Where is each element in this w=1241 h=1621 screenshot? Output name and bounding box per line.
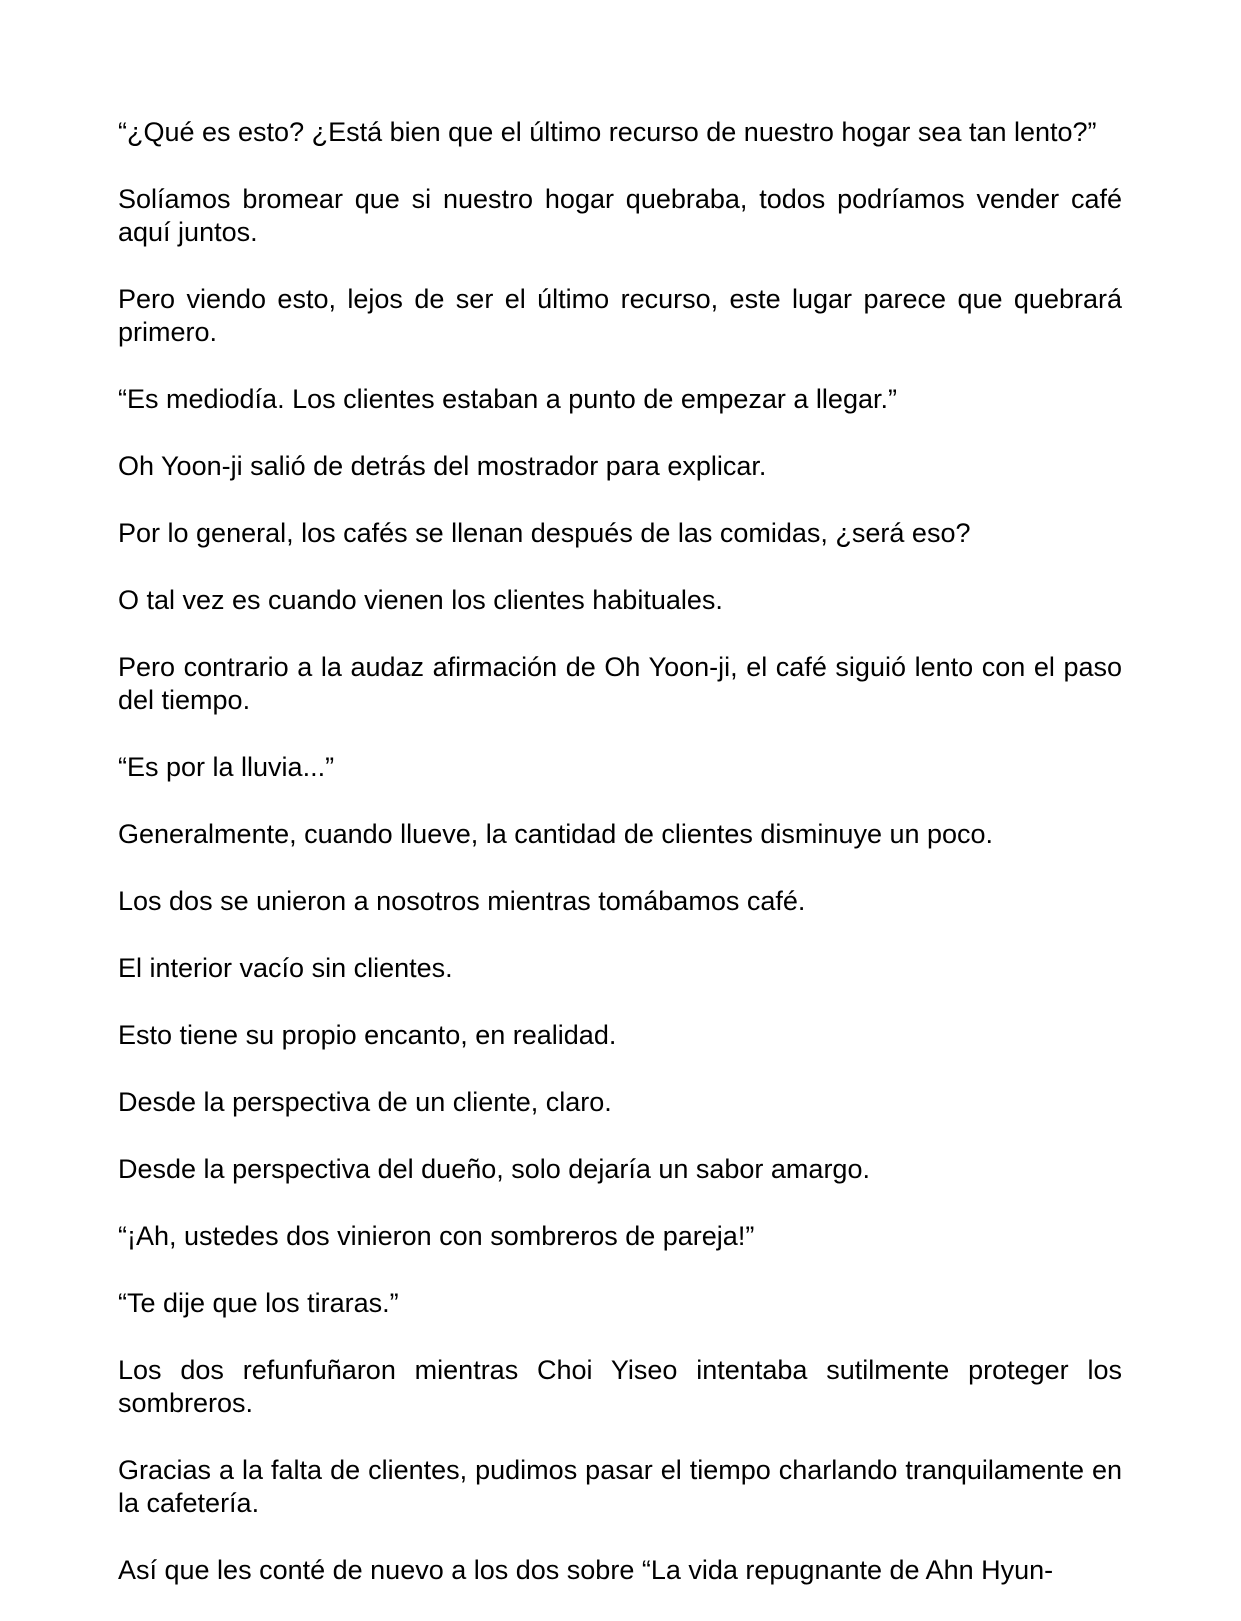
paragraph: Los dos se unieron a nosotros mientras tomábamos café. xyxy=(118,886,806,916)
paragraph: Desde la perspectiva de un cliente, claro. xyxy=(118,1087,612,1117)
paragraph: “Te dije que los tiraras.” xyxy=(118,1288,399,1318)
paragraph: “¡Ah, ustedes dos vinieron con sombreros de pareja!” xyxy=(118,1221,755,1251)
paragraph: El interior vacío sin clientes. xyxy=(118,953,453,983)
paragraph: Así que les conté de nuevo a los dos sobre “La vida repugnante de Ahn Hyun- xyxy=(118,1555,1054,1585)
paragraph: “Es mediodía. Los clientes estaban a punto de empezar a llegar.” xyxy=(118,384,897,414)
paragraph: Los dos refunfuñaron mientras Choi Yiseo intentaba sutilmente proteger los sombreros. xyxy=(118,1355,1122,1418)
paragraph: “Es por la lluvia...” xyxy=(118,752,335,782)
paragraph: Pero viendo esto, lejos de ser el último recurso, este lugar parece que quebrará primero. xyxy=(118,284,1122,347)
paragraph: Pero contrario a la audaz afirmación de Oh Yoon-ji, el café siguió lento con el paso del tiempo. xyxy=(118,652,1122,715)
paragraph: Gracias a la falta de clientes, pudimos pasar el tiempo charlando tranquilamente en la cafetería. xyxy=(118,1455,1122,1518)
paragraph: Generalmente, cuando llueve, la cantidad de clientes disminuye un poco. xyxy=(118,819,994,849)
paragraph: O tal vez es cuando vienen los clientes habituales. xyxy=(118,585,723,615)
paragraph: “¿Qué es esto? ¿Está bien que el último recurso de nuestro hogar sea tan lento?” xyxy=(118,117,1097,147)
document-page xyxy=(118,116,1122,1621)
paragraph: Solíamos bromear que si nuestro hogar quebraba, todos podríamos vender café aquí juntos. xyxy=(118,184,1122,247)
paragraph: Por lo general, los cafés se llenan después de las comidas, ¿será eso? xyxy=(118,518,971,548)
paragraph: Desde la perspectiva del dueño, solo dejaría un sabor amargo. xyxy=(118,1154,870,1184)
paragraph: Oh Yoon-ji salió de detrás del mostrador para explicar. xyxy=(118,451,767,481)
paragraph: Esto tiene su propio encanto, en realidad. xyxy=(118,1020,617,1050)
